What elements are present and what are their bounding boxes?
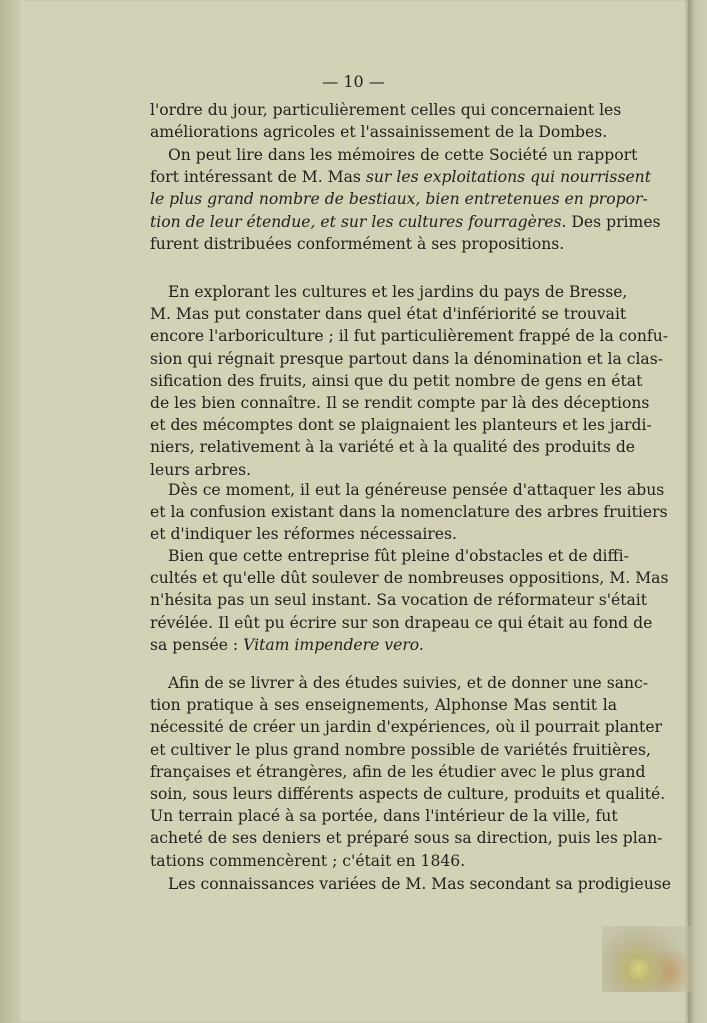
text-line (150, 460, 617, 480)
text-run: et cultiver le plus grand nombre possible de variétés fruitières, (150, 740, 651, 759)
text-line (150, 568, 669, 588)
text-run: sion qui régnait presque partout dans la dénomination et la clas- (150, 349, 663, 368)
text-run: Les connaissances variées de M. Mas secondant sa prodigieuse (168, 875, 671, 893)
text-run: Un terrain placé à sa portée, dans l'intérieur de la ville, fut (150, 807, 618, 826)
text-run: sa pensée : (150, 635, 244, 654)
text-line (168, 874, 671, 894)
page-edge (688, 0, 707, 1023)
text-line (150, 740, 651, 760)
text-line (150, 304, 627, 324)
text-run: Dès ce moment, il eut la généreuse pensée d'attaquer les abus (168, 481, 665, 499)
text-run: leurs arbres. (150, 460, 252, 479)
text-line (150, 122, 617, 142)
text-run: tion pratique à ses enseignements, Alphonse Mas sentit la (150, 696, 617, 715)
text-line (150, 784, 666, 804)
book-gutter (0, 0, 22, 1023)
text-run: n'hésita pas un seul instant. Sa vocation de réformateur s'était (150, 591, 648, 610)
text-run: et des mécomptes dont se plaignaient les planteurs et les jardi- (150, 416, 652, 435)
text-line (150, 762, 646, 782)
text-run: sur les exploitations qui nourrissent (365, 168, 651, 187)
text-run: On peut lire dans les mémoires de cette Société un rapport (168, 146, 638, 164)
text-line (150, 167, 651, 187)
text-run: cultés et qu'elle dût soulever de nombreuses oppositions, M. Mas (150, 569, 669, 588)
text-line (168, 145, 638, 165)
text-run: le plus grand nombre de bestiaux, bien entretenues en propor- (150, 190, 648, 209)
text-line (150, 415, 652, 435)
text-line (150, 717, 662, 737)
text-line (150, 234, 617, 254)
reflection-artifact (602, 926, 694, 992)
text-line (150, 393, 650, 413)
text-line (150, 437, 636, 457)
text-line (150, 524, 617, 544)
text-line (150, 212, 661, 232)
text-run: En explorant les cultures et les jardins du pays de Bresse, (168, 283, 628, 301)
text-line (168, 480, 665, 500)
text-line (150, 851, 617, 871)
text-run: tations commencèrent ; c'était en 1846. (150, 851, 466, 870)
text-run: M. Mas put constater dans quel état d'infériorité se trouvait (150, 305, 627, 324)
text-line (150, 189, 648, 209)
text-line (150, 349, 663, 369)
text-run: françaises et étrangères, afin de les étudier avec le plus grand (150, 762, 646, 781)
text-run: encore l'arboriculture ; il fut particulièrement frappé de la confu- (150, 327, 669, 346)
text-run: niers, relativement à la variété et à la qualité des produits de (150, 438, 636, 457)
text-run: l'ordre du jour, particulièrement celles qui concernaient les (150, 101, 622, 119)
text-line (150, 695, 617, 715)
text-line (150, 502, 668, 522)
text-line (150, 635, 617, 655)
text-run: nécessité de créer un jardin d'expériences, où il pourrait planter (150, 718, 662, 737)
text-run: et la confusion existant dans la nomenclature des arbres fruitiers (150, 503, 668, 522)
text-run: Vitam impendere vero. (243, 635, 424, 654)
text-run: révélée. Il eût pu écrire sur son drapeau ce qui était au fond de (150, 613, 653, 632)
text-line (168, 673, 649, 693)
text-run: et d'indiquer les réformes nécessaires. (150, 525, 457, 544)
text-run: Bien que cette entreprise fût pleine d'obstacles et de diffi- (168, 547, 629, 565)
text-line (168, 546, 629, 566)
text-run: tion de leur étendue, et sur les cultures fourragères (150, 212, 562, 231)
text-line (150, 326, 669, 346)
text-run: fort intéressant de M. Mas (150, 168, 366, 187)
text-run: Afin de se livrer à des études suivies, et de donner une sanc- (168, 674, 649, 692)
text-run: sification des fruits, ainsi que du petit nombre de gens en état (150, 371, 643, 390)
text-run: acheté de ses deniers et préparé sous sa direction, puis les plan- (150, 829, 663, 848)
text-line (150, 613, 653, 633)
text-line (168, 282, 628, 302)
text-run: . Des primes (561, 212, 661, 231)
text-line (150, 828, 663, 848)
text-line (150, 100, 622, 120)
text-line (150, 806, 617, 826)
text-run: furent distribuées conformément à ses propositions. (150, 234, 565, 253)
page-number: — 10 — (322, 72, 385, 91)
text-line (150, 590, 648, 610)
text-run: soin, sous leurs différents aspects de culture, produits et qualité. (150, 785, 666, 803)
text-line (150, 371, 643, 391)
text-run: de les bien connaître. Il se rendit compte par là des déceptions (150, 394, 650, 412)
text-run: améliorations agricoles et l'assainissement de la Dombes. (150, 123, 608, 142)
